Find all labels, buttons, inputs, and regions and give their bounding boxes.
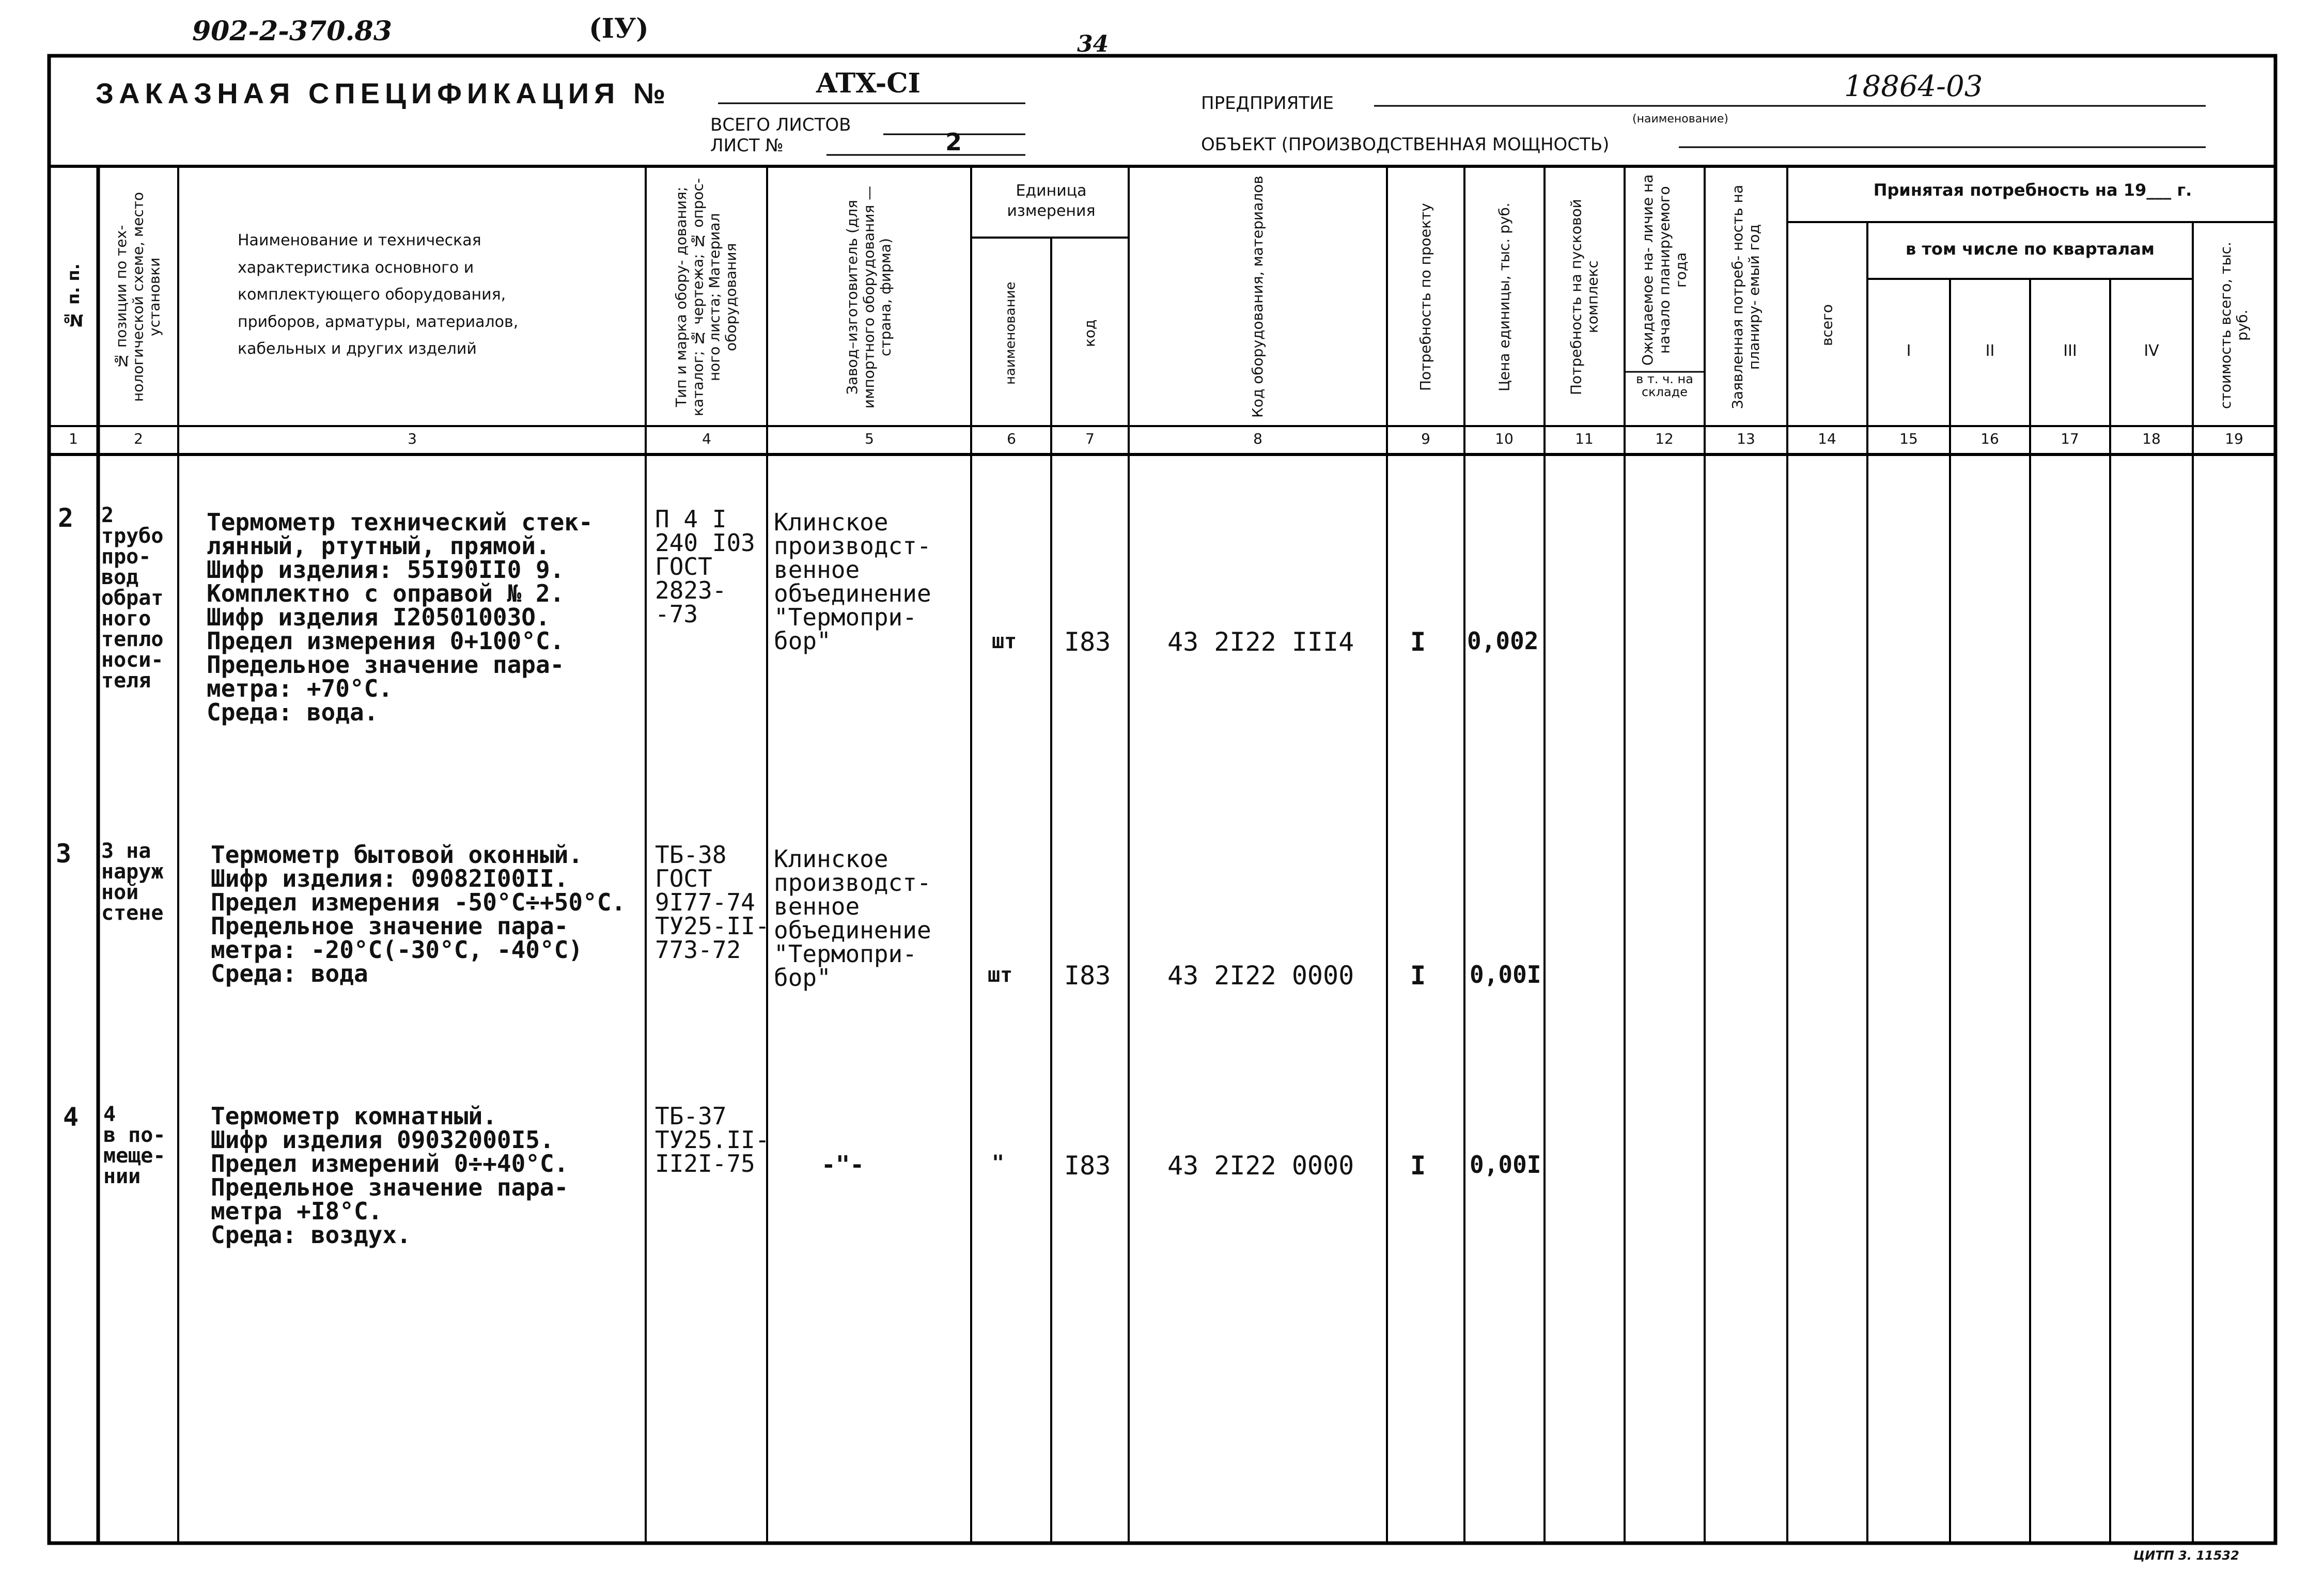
colnum-19: 19 bbox=[2225, 430, 2243, 447]
header-name: Наименование и техническая характеристика основного и комплектующего оборудования, приборов, арматуры, материалов, кабельных и других изделий bbox=[238, 231, 519, 358]
row-price: 0,002 bbox=[1467, 627, 1539, 655]
row-maker: Клинское производст- венное объединение "Термопри- бор" bbox=[774, 508, 931, 655]
row-unit-name: шт bbox=[992, 630, 1017, 653]
colnum-4: 4 bbox=[702, 430, 711, 447]
colnum-10: 10 bbox=[1495, 430, 1514, 447]
header-unit-price: Цена единицы, тыс. руб. bbox=[1495, 202, 1513, 391]
page-number: 34 bbox=[1077, 31, 1109, 57]
colnum-13: 13 bbox=[1737, 430, 1755, 447]
header-type: Тип и марка обору- дования; каталог; № чертежа; № опрос- ного листа; Материал оборудования bbox=[673, 178, 740, 416]
header-quarters: в том числе по кварталам bbox=[1906, 239, 2155, 259]
header-expected-stock: Ожидаемое на- личие на начало планируемого года bbox=[1639, 174, 1690, 366]
row-type: ТБ-38 ГОСТ 9I77-74 ТУ25-II- 773-72 bbox=[655, 841, 770, 964]
colnum-16: 16 bbox=[1980, 430, 1999, 447]
row-position: 3 на наруж ной стене bbox=[101, 839, 164, 925]
header-total: всего bbox=[1818, 304, 1836, 347]
print-stamp: ЦИТП 3. 11532 bbox=[2133, 1548, 2239, 1563]
header-startup-demand: Потребность на пусковой комплекс bbox=[1567, 199, 1601, 395]
colnum-5: 5 bbox=[865, 430, 874, 447]
row-code: 43 2I22 III4 bbox=[1167, 627, 1354, 657]
colnum-9: 9 bbox=[1421, 430, 1430, 447]
header-row-number: № п. п. bbox=[64, 263, 84, 331]
row-number: 2 bbox=[58, 503, 74, 533]
header-equipment-code: Код оборудования, материалов bbox=[1249, 176, 1266, 418]
header-q2: II bbox=[1985, 342, 1995, 360]
row-price: 0,00I bbox=[1470, 961, 1541, 988]
row-unit-code: I83 bbox=[1064, 1151, 1111, 1181]
row-position: 2 трубо про- вод обрат ного тепло носи- теля bbox=[101, 504, 164, 693]
form-title: ЗАКАЗНАЯ СПЕЦИФИКАЦИЯ № bbox=[96, 77, 671, 109]
row-number: 3 bbox=[56, 839, 72, 869]
row-unit-code: I83 bbox=[1064, 627, 1111, 657]
colnum-2: 2 bbox=[134, 430, 143, 447]
row-position: 4 в по- меще- нии bbox=[103, 1103, 166, 1188]
header-position: № позиции по тех- нологической схеме, место установки bbox=[113, 192, 163, 402]
row-maker: -"- bbox=[821, 1151, 865, 1179]
colnum-8: 8 bbox=[1253, 430, 1262, 447]
header-q4: IV bbox=[2144, 342, 2159, 360]
sheet-label: ЛИСТ № bbox=[710, 135, 784, 156]
header-in-stock: в т. ч. на складе bbox=[1636, 372, 1693, 400]
header-unit: Единица измерения bbox=[1007, 182, 1096, 220]
row-code: 43 2I22 0000 bbox=[1167, 1151, 1354, 1181]
colnum-14: 14 bbox=[1818, 430, 1836, 447]
header-maker: Завод–изготовитель (для импортного оборудования —страна, фирма) bbox=[844, 185, 894, 409]
row-maker: Клинское производст- венное объединение "Термопри- бор" bbox=[774, 845, 931, 992]
document-code: 902-2-370.83 bbox=[192, 15, 392, 47]
colnum-6: 6 bbox=[1007, 430, 1016, 447]
colnum-11: 11 bbox=[1575, 430, 1594, 447]
row-name: Термометр комнатный. Шифр изделия 09032000I5. Предел измерений 0÷+40°C. Предельное значение пара- метра +I8°C. Среда: воздух. bbox=[211, 1102, 569, 1249]
header-cost: стоимость всего, тыс. руб. bbox=[2217, 242, 2251, 409]
row-qty: I bbox=[1410, 627, 1426, 657]
section-number: (IУ) bbox=[589, 13, 649, 44]
row-qty: I bbox=[1410, 1151, 1426, 1181]
enterprise-sub: (наименование) bbox=[1632, 113, 1728, 125]
row-type: ТБ-37 ТУ25.II- II2I-75 bbox=[655, 1102, 770, 1177]
row-unit-name: " bbox=[992, 1151, 1005, 1175]
colnum-17: 17 bbox=[2061, 430, 2079, 447]
spec-number: ATX-CI bbox=[816, 68, 921, 99]
header-unit-name: наименование bbox=[1003, 281, 1019, 385]
row-number: 4 bbox=[63, 1102, 79, 1132]
enterprise-label: ПРЕДПРИЯТИЕ bbox=[1201, 93, 1334, 114]
row-name: Термометр технический стек- лянный, ртутный, прямой. Шифр изделия: 55I90II0 9. Комплектно с оправой № 2. Шифр изделия I20501003O. Предел измерения 0+100°C. Предельное значение пара- метра: +70°C. Среда: вода. bbox=[207, 508, 593, 726]
row-code: 43 2I22 0000 bbox=[1167, 961, 1354, 991]
colnum-1: 1 bbox=[69, 430, 78, 447]
row-price: 0,00I bbox=[1470, 1151, 1541, 1179]
row-unit-name: шт bbox=[988, 963, 1013, 987]
header-q1: I bbox=[1906, 342, 1911, 360]
colnum-7: 7 bbox=[1085, 430, 1095, 447]
enterprise-value: 18864-03 bbox=[1844, 70, 1983, 103]
row-type: П 4 I 240 I03 ГОСТ 2823- -73 bbox=[655, 505, 755, 628]
object-label: ОБЪЕКТ (ПРОИЗВОДСТВЕННАЯ МОЩНОСТЬ) bbox=[1201, 134, 1610, 155]
colnum-15: 15 bbox=[1899, 430, 1918, 447]
colnum-3: 3 bbox=[408, 430, 417, 447]
colnum-12: 12 bbox=[1655, 430, 1674, 447]
row-name: Термометр бытовой оконный. Шифр изделия: 09082I00II. Предел измерения -50°C÷+50°C. Предельное значение пара- метра: -20°C(-30°C, -40°C) Среда: вода bbox=[211, 841, 626, 987]
colnum-18: 18 bbox=[2142, 430, 2161, 447]
header-accepted-demand: Принятая потребность на 19___ г. bbox=[1873, 180, 2192, 200]
row-qty: I bbox=[1410, 961, 1426, 991]
header-unit-code: код bbox=[1081, 319, 1098, 347]
header-demand-project: Потребность по проекту bbox=[1416, 203, 1434, 391]
header-q3: III bbox=[2063, 342, 2077, 360]
header-declared-demand: Заявленная потреб- ность на планиру- емый год bbox=[1728, 184, 1763, 410]
total-sheets-label: ВСЕГО ЛИСТОВ bbox=[710, 115, 851, 135]
row-unit-code: I83 bbox=[1064, 961, 1111, 991]
sheet-value: 2 bbox=[945, 128, 962, 156]
